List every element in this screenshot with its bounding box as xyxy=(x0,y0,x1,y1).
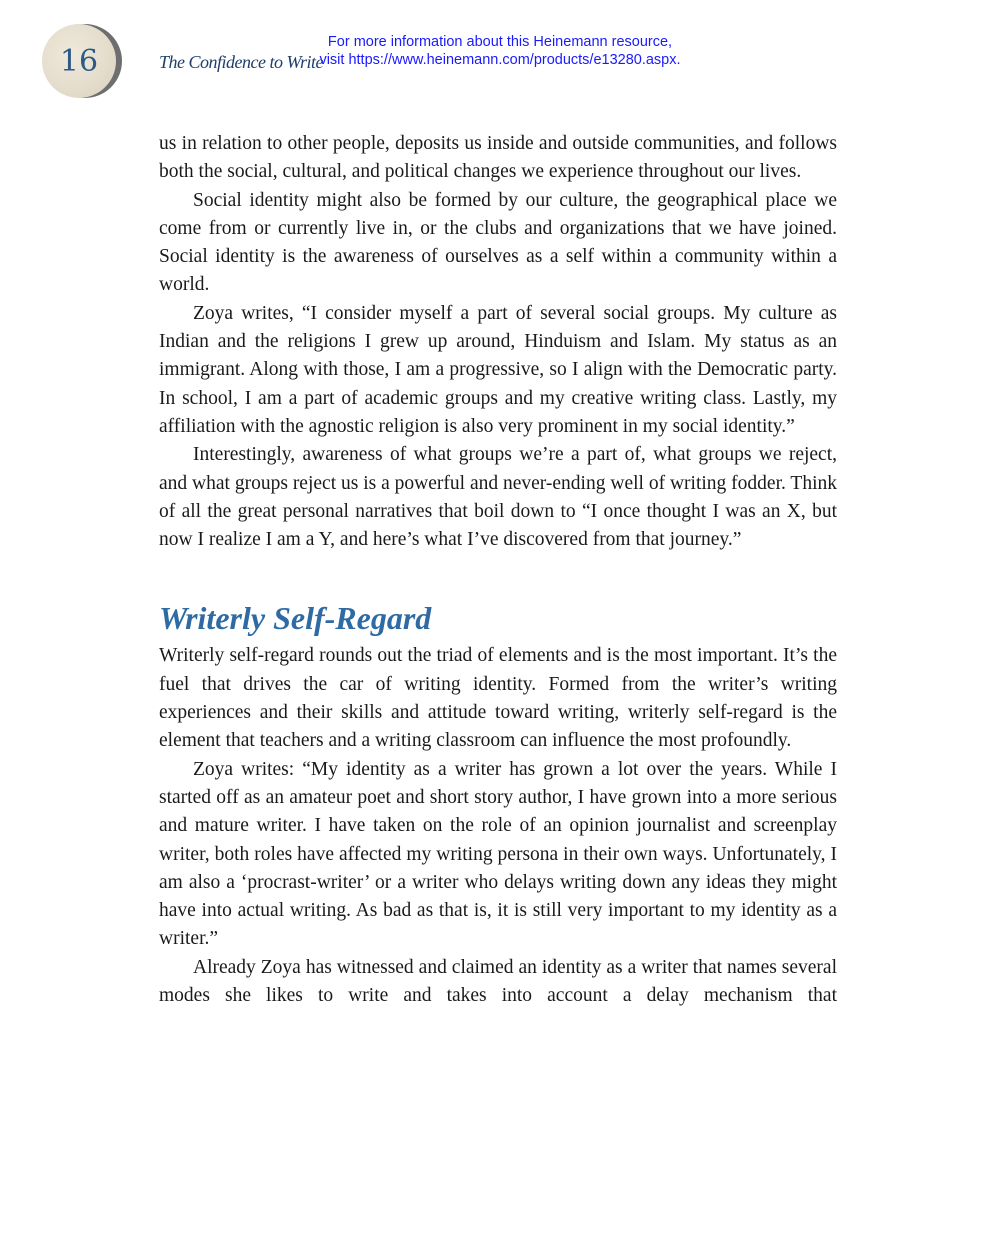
page-number: 16 xyxy=(59,43,99,79)
paragraph: Interestingly, awareness of what groups we’re a part of, what groups we reject, and what groups reject us is a powerful and never-ending well of writing fodder. Think of all the great personal narratives that boil down to “I once thought I was an X, but now I realize I am a Y, and here’s what I’ve discovered from that journey.” xyxy=(159,444,837,551)
running-title: The Confidence to Write xyxy=(159,52,323,72)
paragraph: Social identity might also be formed by our culture, the geographical place we come from or currently live in, or the clubs and organizations that we have joined. Social identity is the awareness of ourselves as a self within a community within a world. xyxy=(159,189,837,296)
resource-notice-link[interactable]: visit https://www.heinemann.com/products/e13280.aspx. xyxy=(319,52,681,68)
paragraph: us in relation to other people, deposits us inside and outside communities, and follows both the social, cultural, and political changes we experience throughout our lives. xyxy=(159,133,837,183)
paragraph: Already Zoya has witnessed and claimed an identity as a writer that names several modes she likes to write and takes into account a delay mechanism that xyxy=(159,956,837,1007)
paragraph: Zoya writes: “My identity as a writer has grown a lot over the years. While I started off as an amateur poet and short story author, I have grown into a more serious and mature writer. I have taken on the role of an opinion journalist and screenplay writer, both roles have affected my writing persona in their own ways. Unfortunately, I am also a ‘procrast-writer’ or a writer who delays writing down any ideas they might have into actual writing. As bad as that is, it is still very important to my identity as a writer.” xyxy=(159,758,837,950)
resource-notice[interactable] xyxy=(300,33,700,69)
paragraph: Zoya writes, “I consider myself a part of several social groups. My culture as Indian and the religions I grew up around, Hinduism and Islam. My status as an immigrant. Along with those, I am a progressive, so I align with the Democratic party. In school, I am a part of academic groups and my creative writing class. Lastly, my affiliation with the agnostic religion is also very prominent in my social identity.” xyxy=(159,302,837,437)
resource-notice-line1[interactable]: For more information about this Heinemann resource, xyxy=(327,34,673,50)
paragraph: Writerly self-regard rounds out the triad of elements and is the most important. It’s the fuel that drives the car of writing identity. Formed from the writer’s writing experiences and their skills and attitude toward writing, writerly self-regard is the element that teachers and a writing classroom can influence the most profoundly. xyxy=(159,645,837,752)
section-heading: Writerly Self-Regard xyxy=(159,600,432,637)
page-number-badge xyxy=(42,24,116,98)
body-text xyxy=(159,130,837,1010)
